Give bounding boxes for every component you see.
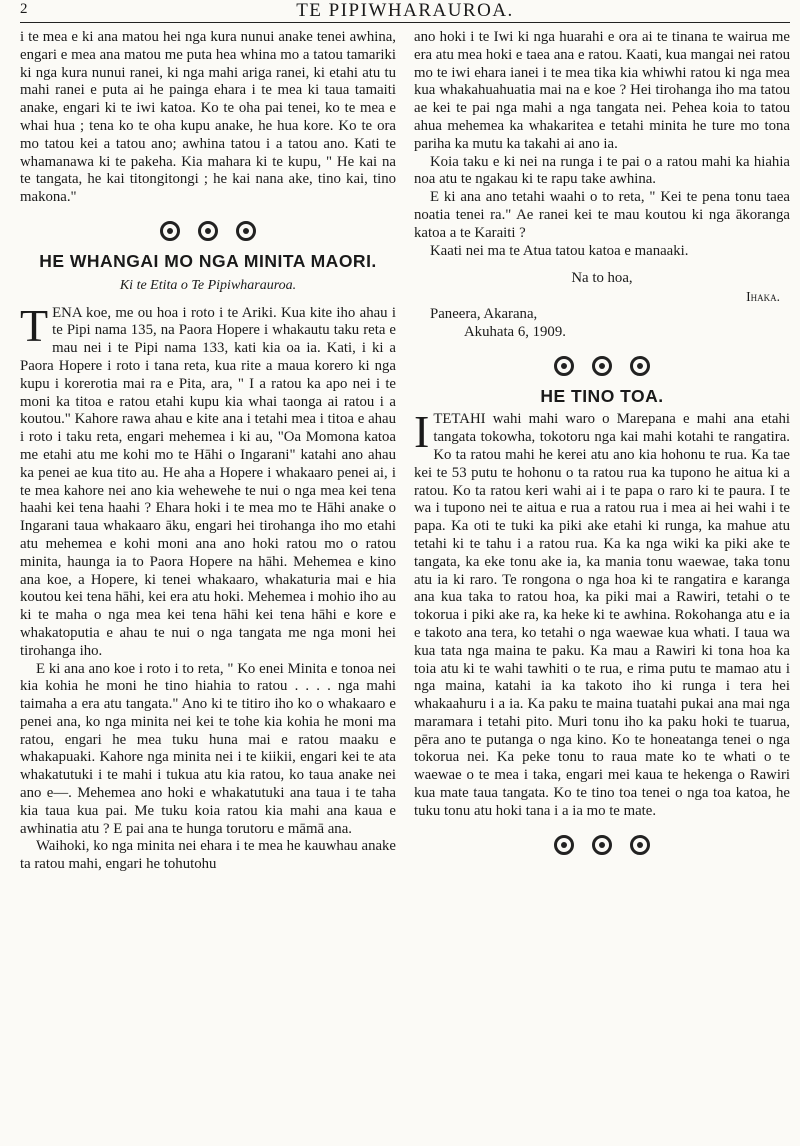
article-paragraph (414, 406, 790, 820)
flower-ornament-icon (592, 835, 612, 855)
columns (20, 29, 790, 874)
letter-signoff (414, 270, 790, 341)
drop-cap: T (20, 299, 49, 351)
left-column (20, 29, 396, 874)
sender-place: Paneera, Akarana, (430, 305, 538, 322)
article-paragraph: ano hoki i te Iwi ki nga huarahi e ora ai te tinana te wairua me era atu mea hoki e taea ana e ratou. Kaati, kua mangai nei ratou mo te iwi ehara ianei i te mea tika kia whiwhi ratou ki nga mea kua whakahuahuatia mai na e koe ? Hei tirohanga iho ma tatou ae kei te pai nga mahi a nga tangata nei. Pehea koia to tatou ahua mehemea ka whakaritea e tetahi minita he ture mo tona pariha ka mutu ka takahi ai ano ia. (414, 29, 790, 152)
paragraph-text: TETAHI wahi mahi waro o Marepana e mahi ana etahi tangata tokowha, tokotoru nga kai mahi kotahi te rangatira. Ko ta ratou mahi he kerei atu ano kia hohonu te rua. Ka tae kei te 53 putu te hohonu o ta ratou rua ka tupono he aitua ki a ratou. Ko ta ratou keri wahi ai i te papa o raro ki te paura. I te wa i tupono nei te aitua e rua a ratou rua i mea ai hei wahi i te papa. Ka oti te tuki ka piki ake etahi ki runga, ka mahue atu tetahi ki te tahu i a ratou rua. Ka ka nga wiki ka piki ake te tangata, ka eke tonu ake ia, ka mania tonu waewae, taka tonu atu ia ki raro. Te rongona o nga hoa ki te rangatira e karanga ana kua taka to ratou hoa, ka piki mai a Rawiri, tetahi o te tokorua i piki ake ra, ka heke ki te awhina. Rokohanga atu e ia e takoto ana tera, ko tetahi o nga waewae kua whati. I taua wa kua tata nga maina te paku. Ka mau a Rawiri ki tona hoa ka toia atu ki te wahi tawhiti o te rua, e rima putu te mamao atu i nga maina, katahi ia ka takoto iho ki runga i tera hei whakaahuru i a ia. Ka paku te maina tuatahi pukai ana mai nga maramara i tetahi pito. Muri tonu iho ka paku hoki te tuarua, pēra ano te putanga o nga kino. Ko te honeatanga tenei o nga tokorua nei. Ka peke tonu to raua mate ko te whati o te waewae o te mea i taka, engari mei kaua te hekenga o Rawiri kua mate taua tangata. Ko te tino toa tenei o nga toa katoa, he tuku tonu atu hoki tana i a ia mo te mate. (414, 411, 790, 819)
closing-line: Na to hoa, (571, 270, 633, 287)
page-header (20, 0, 790, 23)
flower-ornament-icon (198, 221, 218, 241)
flower-ornament-icon (630, 835, 650, 855)
running-title: TE PIPIWHARAUROA. (296, 0, 514, 21)
article-byline: Ki te Etita o Te Pipiwharauroa. (119, 277, 297, 293)
article-paragraph: Waihoki, ko nga minita nei ehara i te mea he kauwhau anake ta ratou mahi, engari he tohutohu (20, 838, 396, 873)
flower-ornament-icon (592, 356, 612, 376)
ornament-divider (20, 221, 396, 241)
ornament-divider (414, 835, 790, 855)
drop-cap: I (414, 406, 430, 458)
article-paragraph: Kaati nei ma te Atua tatou katoa e manaaki. (430, 242, 689, 259)
article-paragraph: E ki ana ano koe i roto i to reta, " Ko enei Minita e tonoa nei kia kohia he moni he tino hiahia to ratou . . . . nga mahi taimaha a era atu tangata." Ano ki te titiro iho ko o whakaaro e penei ana, ko nga minita nei kei te tohe kia kohia he moni ma ratou, engari he mea tuku huna mai e ratou maaku e whakapuaki. Kahore nga minita nei i te kiikii, engari kei te ata whakatutuki i te mahi i tukua atu kia ratou, ko taua anake nei ano e—. Mehemea ano hoki e whakatutuki ana taua i te taha kia taua kua pai. Me tuku koia ratou kia mahi ana kaua e awhinatia atu ? E pai ana te hunga torutoru e māmā ana. (20, 660, 396, 837)
article-title-minita: HE WHANGAI MO NGA MINITA MAORI. (39, 250, 377, 271)
flower-ornament-icon (160, 221, 180, 241)
right-column (414, 29, 790, 874)
signature-name: Ihaka. (746, 289, 780, 305)
letter-date: Akuhata 6, 1909. (464, 323, 566, 340)
intro-paragraph: i te mea e ki ana matou hei nga kura nunui anake tenei awhina, engari e mea ana matou me puta hea whina mo a tatou tamariki ki nga kura nunui ranei, ki nga mahi ariga ranei, ki etahi atu tu mahi ranei e puta ai he painga ehara i te mea ki taua tamaiti anake, engari ki te iwi katoa. Ko te oha pai tenei, ko te mea e whai hua ; tena ko te oha kupu anake, he hua kore. Ko te ora mo tatou kei a tatou ano; awhina tatou i a tatou ano. Kati te whamanawa ki te pakeha. Kia mahara ki te kupu, " He kai na te tangata, he kai titongitongi ; he kai nana ake, tino kai, tino makona." (20, 29, 396, 206)
article-paragraph: E ki ana ano tetahi waahi o to reta, " Kei te pena tonu taea noatia tenei ra." Ae ranei kei te mau koutou ki nga ākoranga katoa a te Karaiti ? (414, 189, 790, 241)
paragraph-text: ENA koe, me ou hoa i roto i te Ariki. Kua kite iho ahau i te Pipi nama 135, na Paora Hopere i whakautu taku reta e mau nei i te Pipi nama 133, kati kia oa ia. Kati, i ki a Paora Hopere i roto i tana reta, kua rite a maua korero ki nga kupu i korerotia mai ra e Pita, ara, " I a ratou ka apo nei i te moni ka titoa e ratou etahi kupu kia whai taonga ai ratou i a koutou." Kahore rawa ahau e kite ana i tetahi mea i titoa e ahau i roto i taku reta, engari mehemea i ki au, "Oa Momona katoa me etahi atu me kohi mo te Hāhi o Ingarani" katahi ano ahau ka penei ae kua tito au. He aha a Hopere i whakaaro penei ai, i te mea kahore nei ano kia wehewehe te nui o nga mea kei tena haahi kei tena haahi ? Ehara hoki i te mea mo te Hāhi anake o Ingarani taua whakaaro āku, engari hei tirohanga iho mo etahi atu mehemea e kohi moni ana ano hoki ratou mo o ratou minita, haunga ia to Paora Hopere na hāhi. Mehemea e kino ana koe, a Hopere, ki tenei whakaaro, whakaturia mai e hia koutou kei tena hāhi, kei era atu hoki. Mehemea i mohio iho au ki te maha o nga mea kei tena hāhi kei tena hāhi e kore e whakatoputia e ahau te nui o nga tangata me nga moni hei tirohanga iho. (20, 304, 396, 659)
flower-ornament-icon (630, 356, 650, 376)
article-title-toa: HE TINO TOA. (540, 385, 664, 406)
article-paragraph: Koia taku e ki nei na runga i te pai o a ratou mahi ka hiahia noa atu te ngakau ki te rapu take awhina. (414, 153, 790, 188)
flower-ornament-icon (554, 356, 574, 376)
flower-ornament-icon (554, 835, 574, 855)
flower-ornament-icon (236, 221, 256, 241)
article-paragraph (20, 299, 396, 661)
ornament-divider (414, 356, 790, 376)
page-number: 2 (20, 1, 28, 17)
